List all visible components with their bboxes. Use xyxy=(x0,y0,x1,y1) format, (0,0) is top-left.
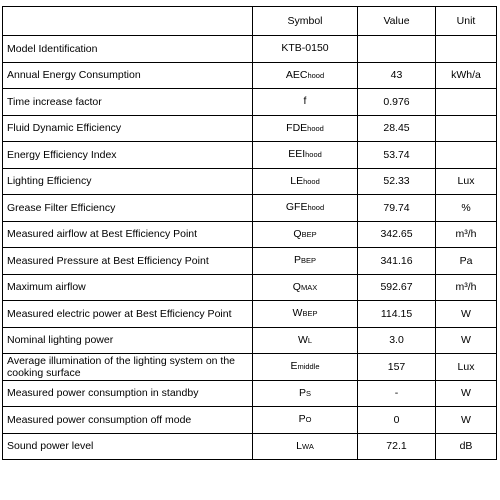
table-row xyxy=(3,274,497,301)
value-cell: - xyxy=(358,380,436,407)
parameter-cell: Grease Filter Efficiency xyxy=(3,195,253,222)
unit-cell: kWh/a xyxy=(436,62,497,89)
unit-cell: m³/h xyxy=(436,274,497,301)
table-row xyxy=(3,115,497,142)
table-row xyxy=(3,142,497,169)
symbol-main: LE xyxy=(290,174,304,187)
value-cell xyxy=(358,36,436,63)
symbol-subscript: hood xyxy=(303,176,320,186)
value-cell: 342.65 xyxy=(358,221,436,248)
parameter-cell: Measured power consumption off mode xyxy=(3,407,253,434)
table-row xyxy=(3,89,497,116)
parameter-cell: Nominal lighting power xyxy=(3,327,253,354)
symbol-main: P xyxy=(293,254,301,267)
symbol-subscript: BEP xyxy=(301,256,317,266)
table-row xyxy=(3,433,497,460)
unit-cell: W xyxy=(436,407,497,434)
symbol-subscript: hood xyxy=(307,123,324,133)
unit-cell: % xyxy=(436,195,497,222)
symbol-cell xyxy=(253,301,358,328)
symbol-main: Q xyxy=(293,227,302,240)
table-row xyxy=(3,327,497,354)
value-cell: 0.976 xyxy=(358,89,436,116)
symbol-main: W xyxy=(297,333,308,346)
symbol-main: P xyxy=(298,386,306,399)
value-cell: 72.1 xyxy=(358,433,436,460)
parameter-cell: Time increase factor xyxy=(3,89,253,116)
symbol-cell xyxy=(253,274,358,301)
unit-cell xyxy=(436,36,497,63)
symbol-cell xyxy=(253,433,358,460)
parameter-cell: Model Identification xyxy=(3,36,253,63)
header-symbol: Symbol xyxy=(253,7,358,36)
symbol-main: P xyxy=(298,413,306,426)
symbol-cell xyxy=(253,380,358,407)
parameter-cell: Measured Pressure at Best Efficiency Point xyxy=(3,248,253,275)
symbol-cell xyxy=(253,248,358,275)
unit-cell: W xyxy=(436,327,497,354)
parameter-cell: Sound power level xyxy=(3,433,253,460)
table-row xyxy=(3,36,497,63)
parameter-cell: Measured airflow at Best Efficiency Point xyxy=(3,221,253,248)
symbol-subscript: hood xyxy=(307,70,325,80)
table-row xyxy=(3,248,497,275)
table-row xyxy=(3,301,497,328)
energy-spec-table xyxy=(2,6,497,460)
parameter-cell: Lighting Efficiency xyxy=(3,168,253,195)
symbol-subscript: BEP xyxy=(301,229,317,239)
value-cell: 53.74 xyxy=(358,142,436,169)
unit-cell: Pa xyxy=(436,248,497,275)
unit-cell xyxy=(436,89,497,116)
table-row xyxy=(3,168,497,195)
symbol-subscript: O xyxy=(305,415,312,425)
value-cell: 79.74 xyxy=(358,195,436,222)
symbol-cell xyxy=(253,195,358,222)
symbol-main: W xyxy=(292,307,303,320)
unit-cell xyxy=(436,115,497,142)
table-row xyxy=(3,195,497,222)
unit-cell: m³/h xyxy=(436,221,497,248)
table-row xyxy=(3,407,497,434)
symbol-cell xyxy=(253,36,358,63)
parameter-cell: Energy Efficiency Index xyxy=(3,142,253,169)
symbol-main: KTB-0150 xyxy=(281,42,329,55)
symbol-cell xyxy=(253,89,358,116)
value-cell: 341.16 xyxy=(358,248,436,275)
symbol-subscript: L xyxy=(307,335,313,345)
symbol-cell xyxy=(253,168,358,195)
symbol-main: FDE xyxy=(286,121,308,134)
symbol-cell xyxy=(253,62,358,89)
symbol-main: EEI xyxy=(288,148,306,161)
symbol-cell xyxy=(253,354,358,381)
symbol-main: GFE xyxy=(285,201,308,214)
table-row xyxy=(3,380,497,407)
header-unit: Unit xyxy=(436,7,497,36)
parameter-cell: Measured electric power at Best Efficiency Point xyxy=(3,301,253,328)
unit-cell: Lux xyxy=(436,354,497,381)
value-cell: 157 xyxy=(358,354,436,381)
parameter-cell: Average illumination of the lighting system on the cooking surface xyxy=(3,354,253,381)
parameter-cell: Measured power consumption in standby xyxy=(3,380,253,407)
parameter-cell: Maximum airflow xyxy=(3,274,253,301)
value-cell: 0 xyxy=(358,407,436,434)
value-cell: 3.0 xyxy=(358,327,436,354)
symbol-cell xyxy=(253,407,358,434)
symbol-subscript: S xyxy=(306,388,312,398)
symbol-cell xyxy=(253,327,358,354)
unit-cell: dB xyxy=(436,433,497,460)
value-cell: 28.45 xyxy=(358,115,436,142)
symbol-subscript: WA xyxy=(302,441,314,451)
unit-cell: Lux xyxy=(436,168,497,195)
value-cell: 43 xyxy=(358,62,436,89)
symbol-main: Q xyxy=(292,280,301,293)
symbol-main: AEC xyxy=(285,68,308,81)
symbol-subscript: middle xyxy=(297,362,320,372)
symbol-main: L xyxy=(296,439,303,452)
symbol-subscript: hood xyxy=(307,203,325,213)
symbol-cell xyxy=(253,142,358,169)
value-cell: 52.33 xyxy=(358,168,436,195)
parameter-cell: Fluid Dynamic Efficiency xyxy=(3,115,253,142)
unit-cell: W xyxy=(436,301,497,328)
symbol-main: f xyxy=(303,95,307,108)
header-parameter xyxy=(3,7,253,36)
value-cell: 592.67 xyxy=(358,274,436,301)
symbol-subscript: MAX xyxy=(300,282,318,292)
symbol-main: E xyxy=(290,360,298,373)
symbol-cell xyxy=(253,221,358,248)
table-row xyxy=(3,354,497,381)
symbol-cell xyxy=(253,115,358,142)
symbol-subscript: BEP xyxy=(302,309,318,319)
table-row xyxy=(3,221,497,248)
header-value: Value xyxy=(358,7,436,36)
unit-cell: W xyxy=(436,380,497,407)
symbol-subscript: hood xyxy=(305,150,322,160)
value-cell: 114.15 xyxy=(358,301,436,328)
parameter-cell: Annual Energy Consumption xyxy=(3,62,253,89)
header-row xyxy=(3,7,497,36)
table-row xyxy=(3,62,497,89)
unit-cell xyxy=(436,142,497,169)
